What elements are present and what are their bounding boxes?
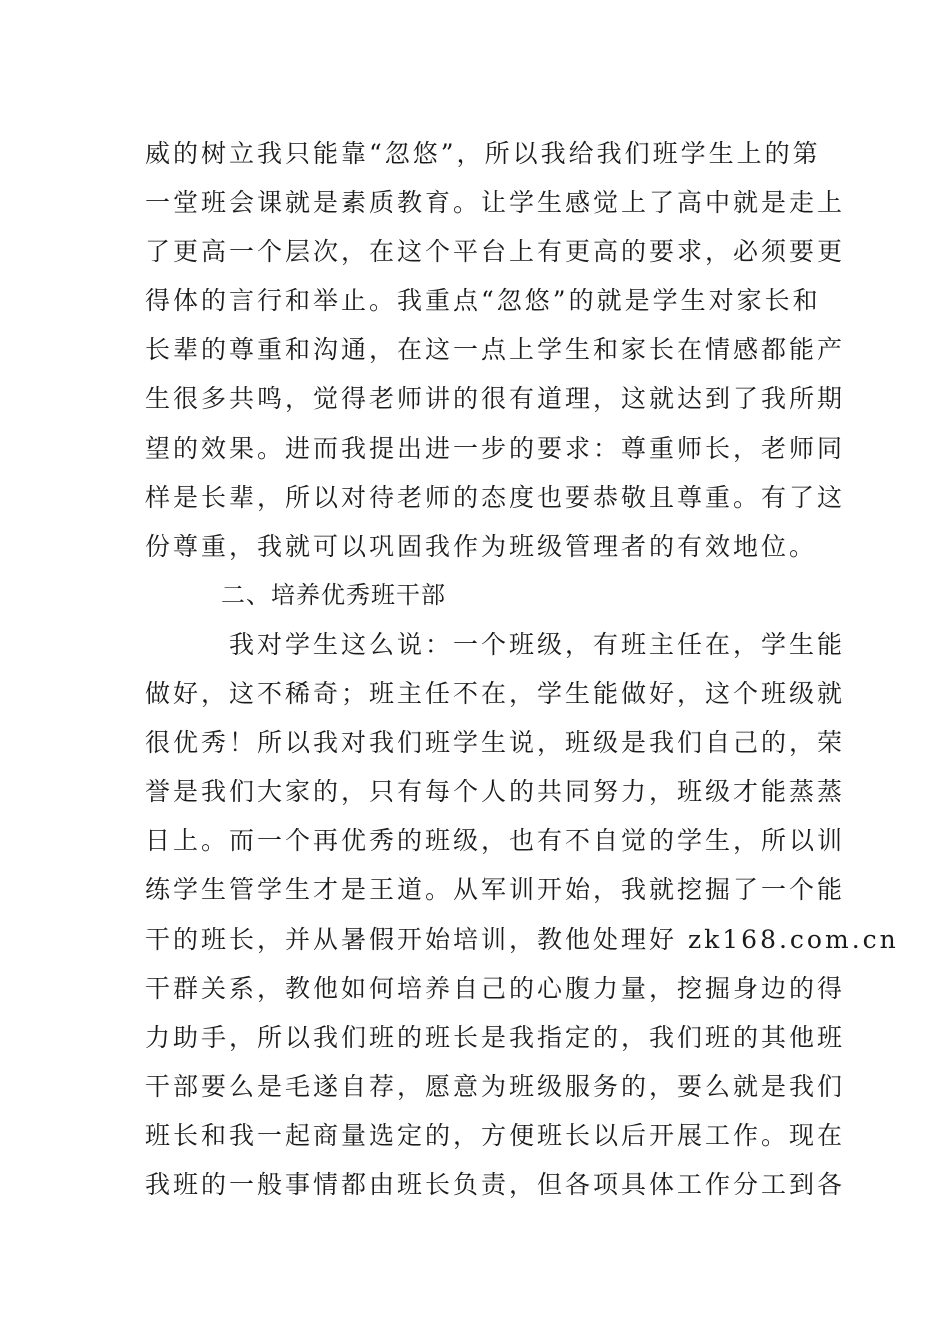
- text-line-18: 干群关系，教他如何培养自己的心腹力量，挖掘身边的得: [145, 973, 846, 1003]
- text-line-16: 练学生管学生才是王道。从军训开始，我就挖掘了一个能: [145, 875, 846, 905]
- text-line-3: 了更高一个层次，在这个平台上有更高的要求，必须要更: [145, 237, 846, 267]
- text-line-9: 份尊重，我就可以巩固我作为班级管理者的有效地位。: [145, 531, 818, 561]
- body-text: [145, 129, 899, 1209]
- text-line-6: 生很多共鸣，觉得老师讲的很有道理，这就达到了我所期: [145, 384, 846, 414]
- text-line-20: 干部要么是毛遂自荐，愿意为班级服务的，要么就是我们: [145, 1071, 846, 1101]
- text-line-4: 得体的言行和举止。我重点“忽悠”的就是学生对家长和: [145, 286, 821, 316]
- text-line-13: 很优秀！所以我对我们班学生说，班级是我们自己的，荣: [145, 728, 846, 758]
- text-line-5: 长辈的尊重和沟通，在这一点上学生和家长在情感都能产: [145, 335, 846, 365]
- text-line-2: 一堂班会课就是素质教育。让学生感觉上了高中就是走上: [145, 188, 846, 218]
- text-line-11: 我对学生这么说：一个班级，有班主任在，学生能: [229, 629, 846, 659]
- text-line-1: 威的树立我只能靠“忽悠”，所以我给我们班学生上的第: [145, 139, 821, 168]
- text-line-8: 样是长辈，所以对待老师的态度也要恭敬且尊重。有了这: [145, 482, 846, 512]
- text-line-19: 力助手，所以我们班的班长是我指定的，我们班的其他班: [145, 1022, 846, 1052]
- text-line-14: 誉是我们大家的，只有每个人的共同努力，班级才能蒸蒸: [145, 777, 846, 807]
- text-line-17: 干的班长，并从暑假开始培训，教他处理好 zk168.com.cn: [145, 924, 899, 954]
- section-heading: 二、培养优秀班干部: [221, 580, 446, 609]
- text-line-22: 我班的一般事情都由班长负责，但各项具体工作分工到各: [145, 1169, 846, 1199]
- text-line-21: 班长和我一起商量选定的，方便班长以后开展工作。现在: [145, 1120, 846, 1150]
- text-line-7: 望的效果。进而我提出进一步的要求：尊重师长，老师同: [145, 433, 846, 463]
- text-line-15: 日上。而一个再优秀的班级，也有不自觉的学生，所以训: [145, 826, 846, 856]
- text-line-12: 做好，这不稀奇；班主任不在，学生能做好，这个班级就: [145, 679, 846, 709]
